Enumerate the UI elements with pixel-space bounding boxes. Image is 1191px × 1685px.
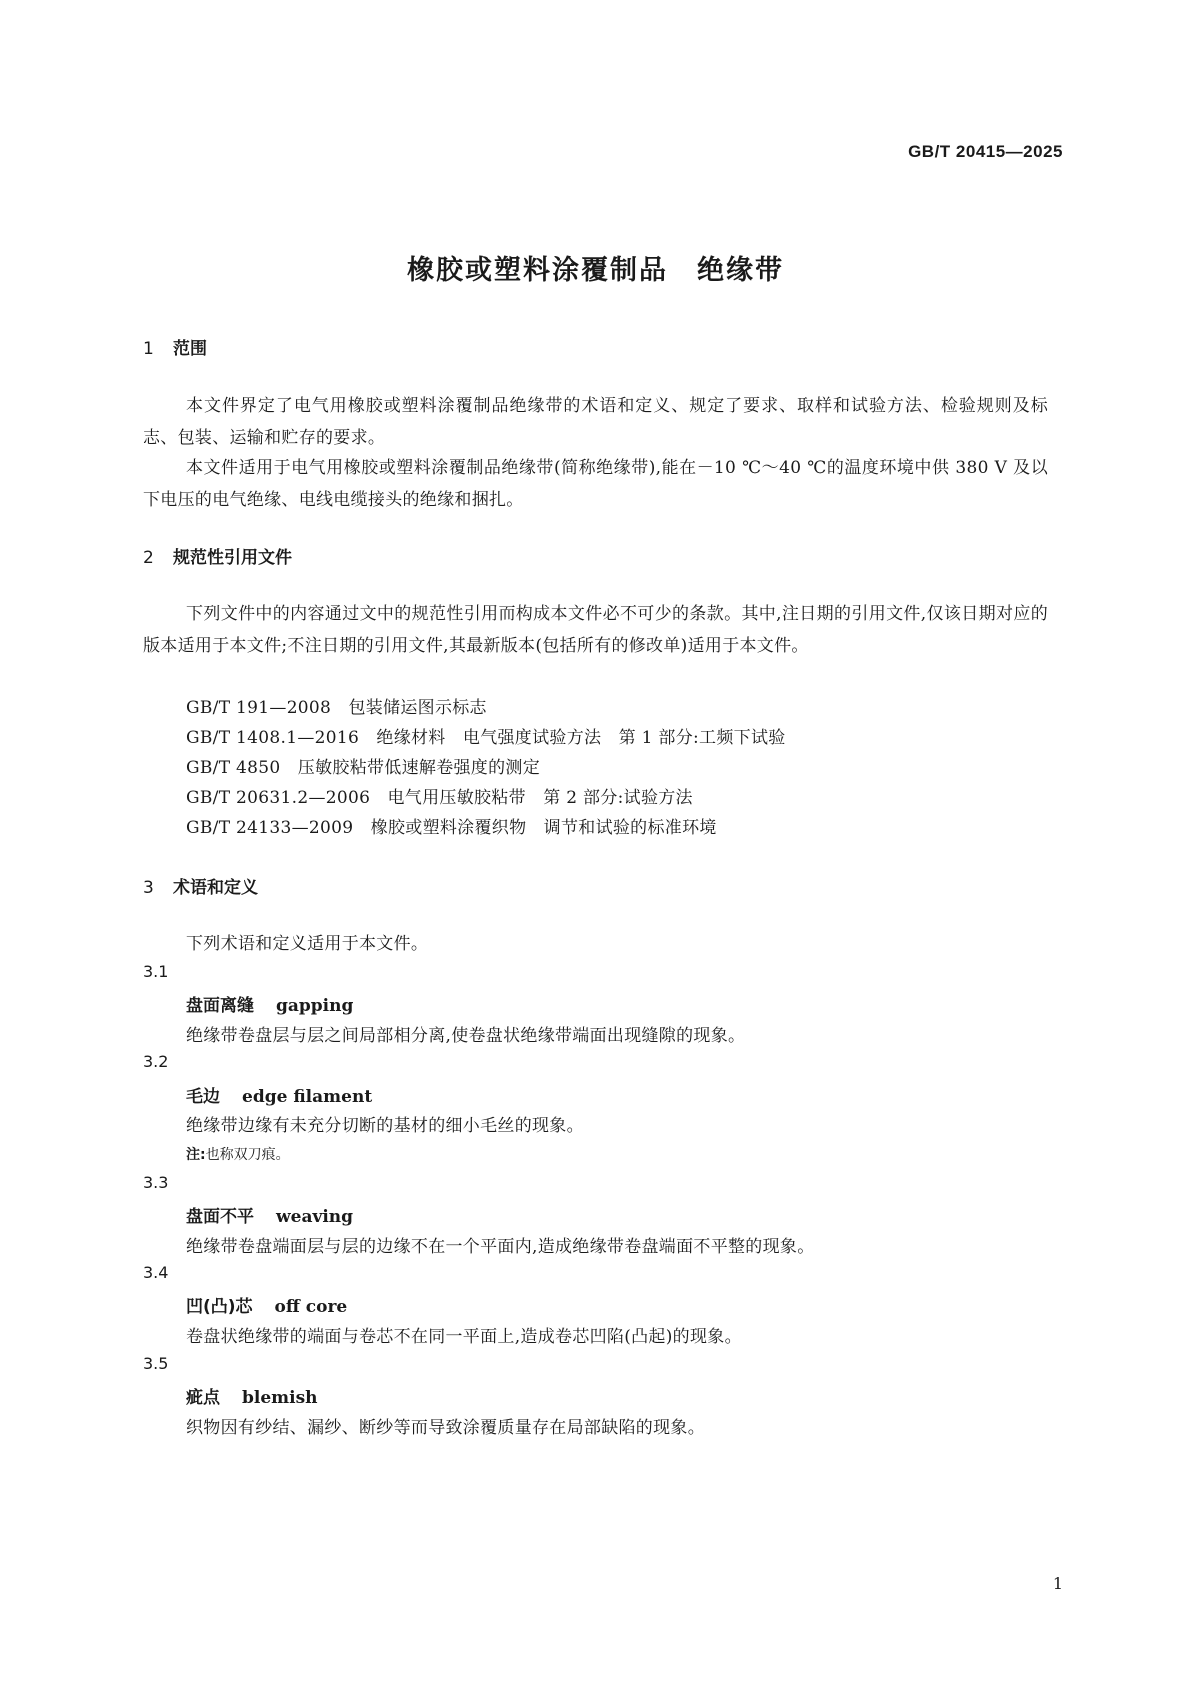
section-number: 3: [143, 878, 154, 898]
standard-code: GB/T 20415—2025: [908, 142, 1063, 161]
note-label: 注:: [186, 1147, 206, 1163]
section-number: 1: [143, 339, 154, 359]
term-number: 3.1: [143, 962, 169, 981]
section-3-intro: 下列术语和定义适用于本文件。: [186, 934, 429, 954]
term-english: off core: [274, 1297, 348, 1317]
term-english: blemish: [242, 1388, 318, 1408]
term-heading: [186, 1383, 318, 1408]
term-english: weaving: [276, 1207, 354, 1227]
section-number: 2: [143, 548, 154, 568]
term-definition: 绝缘带卷盘端面层与层的边缘不在一个平面内,造成绝缘带卷盘端面不平整的现象。: [186, 1237, 815, 1257]
term-heading: [186, 991, 353, 1016]
term-chinese: 毛边: [186, 1087, 220, 1107]
section-1-heading: [143, 334, 207, 359]
term-definition: 织物因有纱结、漏纱、断纱等而导致涂覆质量存在局部缺陷的现象。: [186, 1418, 705, 1438]
term-number: 3.5: [143, 1354, 169, 1373]
term-chinese: 盘面离缝: [186, 996, 254, 1016]
section-title: 术语和定义: [173, 878, 258, 898]
page-number: 1: [1052, 1574, 1063, 1593]
term-definition: 绝缘带卷盘层与层之间局部相分离,使卷盘状绝缘带端面出现缝隙的现象。: [186, 1026, 746, 1046]
term-definition: 绝缘带边缘有未充分切断的基材的细小毛丝的现象。: [186, 1116, 584, 1136]
term-heading: [186, 1082, 372, 1107]
section-2-intro: 下列文件中的内容通过文中的规范性引用而构成本文件必不可少的条款。其中,注日期的引用文件,仅该日期对应的版本适用于本文件;不注日期的引用文件,其最新版本(包括所有的修改单)适用于本文件。: [143, 604, 1048, 656]
document-title: 橡胶或塑料涂覆制品 绝缘带: [407, 255, 784, 286]
term-number: 3.4: [143, 1263, 169, 1282]
term-number: 3.2: [143, 1052, 169, 1071]
reference-item: GB/T 20631.2—2006 电气用压敏胶粘带 第 2 部分:试验方法: [186, 788, 693, 808]
reference-item: GB/T 191—2008 包装储运图示标志: [186, 698, 487, 718]
section-title: 规范性引用文件: [173, 548, 292, 568]
section-1-paragraph-2: 本文件适用于电气用橡胶或塑料涂覆制品绝缘带(简称绝缘带),能在－10 ℃～40 ℃的温度环境中供 380 V 及以下电压的电气绝缘、电线电缆接头的绝缘和捆扎。: [143, 458, 1048, 510]
term-note: [186, 1144, 290, 1164]
term-heading: [186, 1292, 347, 1317]
reference-item: GB/T 24133—2009 橡胶或塑料涂覆织物 调节和试验的标准环境: [186, 818, 717, 838]
term-chinese: 凹(凸)芯: [186, 1297, 253, 1317]
term-chinese: 疵点: [186, 1388, 220, 1408]
term-number: 3.3: [143, 1173, 169, 1192]
reference-item: GB/T 1408.1—2016 绝缘材料 电气强度试验方法 第 1 部分:工频下试验: [186, 728, 786, 748]
section-1-paragraph-1: 本文件界定了电气用橡胶或塑料涂覆制品绝缘带的术语和定义、规定了要求、取样和试验方法、检验规则及标志、包装、运输和贮存的要求。: [143, 396, 1048, 448]
term-english: edge filament: [242, 1087, 373, 1107]
section-title: 范围: [173, 339, 207, 359]
section-2-heading: [143, 543, 292, 568]
term-heading: [186, 1202, 353, 1227]
note-text: 也称双刀痕。: [205, 1147, 290, 1163]
term-english: gapping: [276, 996, 354, 1016]
section-3-heading: [143, 873, 258, 898]
reference-item: GB/T 4850 压敏胶粘带低速解卷强度的测定: [186, 758, 541, 778]
term-chinese: 盘面不平: [186, 1207, 254, 1227]
term-definition: 卷盘状绝缘带的端面与卷芯不在同一平面上,造成卷芯凹陷(凸起)的现象。: [186, 1327, 742, 1347]
